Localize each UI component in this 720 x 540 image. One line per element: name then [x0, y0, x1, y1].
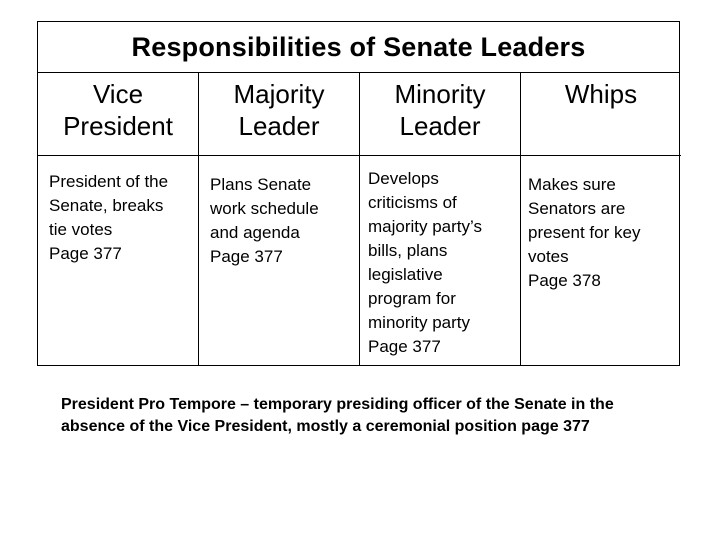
leaders-table: [37, 21, 680, 366]
description-line: bills, plans: [368, 241, 448, 260]
column-header-line: Leader: [399, 111, 481, 141]
column-header-line: Leader: [238, 111, 320, 141]
column-minority-leader: [360, 73, 521, 365]
column-header-line: President: [63, 111, 173, 141]
column-description: [49, 170, 168, 266]
column-majority-leader: [199, 73, 360, 365]
description-line: work schedule: [210, 199, 319, 218]
description-line: legislative: [368, 265, 443, 284]
column-whips: [521, 73, 681, 365]
footnote-line: President Pro Tempore – temporary presiding officer of the Senate in the: [61, 396, 614, 413]
description-line: and agenda: [210, 223, 300, 242]
description-line: majority party’s: [368, 217, 482, 236]
column-header-line: Minority: [394, 79, 486, 109]
column-description: [528, 173, 640, 293]
row-divider: [38, 155, 198, 156]
row-divider: [199, 155, 359, 156]
column-header: [199, 78, 359, 142]
column-header-line: Majority: [233, 79, 325, 109]
description-line: Page 377: [368, 337, 441, 356]
description-line: criticisms of: [368, 193, 457, 212]
description-line: Senators are: [528, 199, 626, 218]
description-line: present for key: [528, 223, 641, 242]
description-line: President of the: [49, 172, 169, 191]
column-header: [38, 78, 198, 142]
column-header-line: Vice: [92, 79, 144, 109]
row-divider: [521, 155, 681, 156]
description-line: Develops: [368, 169, 439, 188]
page-title: Responsibilities of Senate Leaders: [131, 31, 586, 62]
description-line: Makes sure: [528, 175, 616, 194]
footnote-line: absence of the Vice President, mostly a ceremonial position page 377: [61, 418, 590, 435]
row-divider: [360, 155, 520, 156]
description-line: votes: [528, 247, 569, 266]
description-line: minority party: [368, 313, 471, 332]
column-header: [360, 78, 520, 142]
description-line: Page 377: [49, 244, 122, 263]
president-pro-tempore-note: [61, 394, 701, 438]
description-line: program for: [368, 289, 456, 308]
description-line: Senate, breaks: [49, 196, 164, 215]
column-header-line: Whips: [564, 79, 638, 109]
column-header: [521, 78, 681, 110]
description-line: Page 378: [528, 271, 601, 290]
description-line: tie votes: [49, 220, 113, 239]
description-line: Page 377: [210, 247, 283, 266]
title-bar: [38, 22, 679, 73]
column-description: [210, 173, 319, 269]
description-line: Plans Senate: [210, 175, 312, 194]
column-vice-president: [38, 73, 199, 365]
column-description: [368, 167, 482, 359]
